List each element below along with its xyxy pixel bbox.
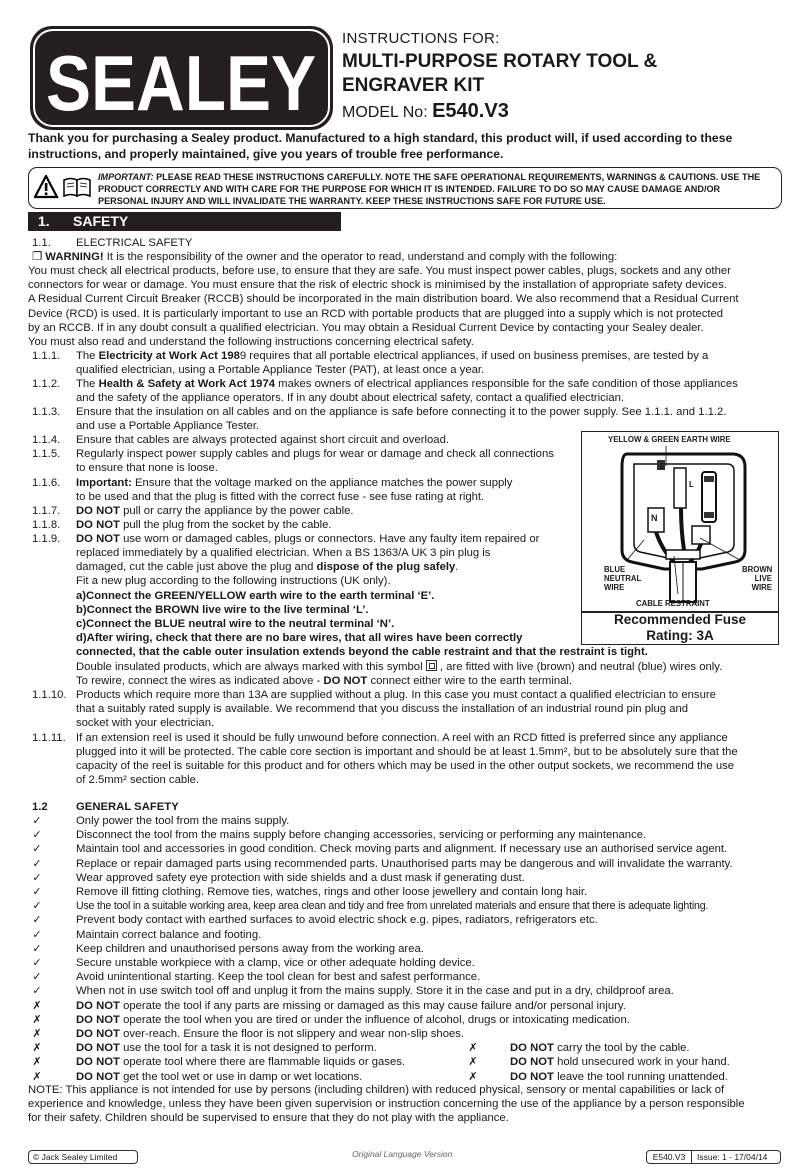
item-continuation: Fit a new plug according to the following instructions (UK only).: [76, 575, 391, 587]
label-line: WIRE: [751, 583, 772, 592]
thanks-line: Thank you for purchasing a Sealey product. Manufactured to a high standard, this product will, if used according to these: [28, 131, 733, 145]
tick-icon: ✓: [32, 914, 42, 927]
safety-tick-item: Prevent body contact with earthed surfaces to avoid electric shock e.g. pipes, radiators, refrigerators etc.: [76, 914, 598, 927]
item-continuation: capacity of the reel is suitable for this product and for others which may be used in the other output sockets, we recommend the use: [76, 760, 735, 772]
paragraph-line: Device (RCD) is used. It is particularly important to use an RCD with portable products that are plugged into a supply which is not protected: [28, 307, 724, 320]
cross-icon: ✗: [32, 1013, 42, 1026]
safety-cross-item: [510, 1055, 730, 1069]
do-not-label: DO NOT: [76, 1070, 120, 1083]
note-line: NOTE: This appliance is not intended for use by persons (including children) with reduced physical, sensory or mental capabilities or lack of: [28, 1084, 725, 1096]
bold-text: Health & Safety at Work Act 1974: [98, 378, 276, 390]
product-title: [342, 50, 657, 98]
bold-text: c): [76, 618, 87, 630]
cross-icon: ✗: [32, 999, 42, 1012]
paragraph-line: You must check all electrical products, before use, to ensure that they are safe. You must inspect power cables, plugs, sockets and any other: [28, 265, 731, 277]
text: carry the tool by the cable.: [553, 1042, 690, 1055]
safety-tick-item: Wear approved safety eye protection with side shields and a dust mask if generating dust.: [76, 871, 525, 884]
manual-book-icon: [64, 179, 90, 197]
cross-icon: ✗: [32, 1070, 42, 1083]
bold-text: DO NOT: [76, 533, 120, 545]
note-line: for their safety. Children should be supervised to ensure that they do not play with the appliance.: [28, 1112, 509, 1125]
text: use the tool for a task it is not designed to perform.: [119, 1042, 377, 1055]
text: leave the tool running unattended.: [553, 1070, 728, 1083]
item-1-1-1: [76, 349, 708, 363]
item-1-1-11: If an extension reel is used it should be fully unwound before connection. A reel with an RCD fitted is preferred since any appliance: [76, 732, 728, 744]
subsection-title: GENERAL SAFETY: [76, 801, 179, 813]
label-line: BROWN: [742, 565, 773, 574]
safety-cross-item: [510, 1070, 728, 1084]
plug-wiring-diagram: [581, 431, 779, 613]
safety-tick-item: Only power the tool from the mains supply.: [76, 815, 290, 827]
item-number: 1.1.4.: [32, 434, 61, 446]
safety-cross-item: [76, 999, 626, 1013]
do-not-label: DO NOT: [76, 1028, 120, 1040]
warning-triangle-icon: [35, 176, 57, 197]
plug-step-d-continuation: connected, that the cable outer insulation extends beyond the cable restraint and that the restraint is tight.: [76, 646, 648, 658]
safety-tick-item: Keep children and unauthorised persons away from the working area.: [76, 942, 424, 955]
item-1-1-10: Products which require more than 13A are supplied without a plug. In this case you must contact a qualified electrician to ensure: [76, 689, 716, 701]
safety-tick-item: Maintain correct balance and footing.: [76, 928, 262, 941]
blue-neutral-wire-label: [604, 565, 641, 592]
footer-issue: Issue: 1 - 17/04/14: [697, 1152, 768, 1162]
text: Double insulated products, which are always marked with this symbol: [76, 661, 426, 673]
item-1-1-4: Ensure that cables are always protected against short circuit and overload.: [76, 434, 450, 446]
item-number: 1.1.8.: [32, 519, 61, 531]
item-1-1-3: Ensure that the insulation on all cables and on the appliance is safe before connecting it to the power supply. See 1.1.1. and 1.1.2.: [76, 406, 727, 418]
safety-cross-item: [76, 1070, 362, 1084]
cross-icon: ✗: [32, 1042, 42, 1055]
text: .: [455, 561, 459, 573]
text: damaged, cut the cable just above the plug and: [76, 561, 317, 573]
warning-text: It is the responsibility of the owner and the operator to read, understand and comply with the following:: [103, 251, 618, 263]
instructions-for-label: INSTRUCTIONS FOR:: [342, 30, 500, 47]
do-not-label: DO NOT: [510, 1056, 554, 1069]
label-line: BLUE: [604, 565, 626, 574]
terminal-l-label: L: [689, 480, 694, 489]
label-line: WIRE: [604, 583, 625, 592]
item-continuation: and the safety of the appliance operators. If in any doubt about electrical safety, contact a qualified electrician.: [76, 392, 625, 404]
safety-tick-item: Secure unstable workpiece with a clamp, vice or other adequate holding device.: [76, 957, 475, 969]
safety-tick-item: Replace or repair damaged parts using recommended parts. Unauthorised parts may be dangerous and will invalidate the warranty.: [76, 857, 733, 870]
terminal-e-label: E: [660, 462, 666, 471]
text: 9 requires that all portable electrical appliances, if used on business premises, are tested by a: [239, 350, 709, 362]
text: get the tool wet or use in damp or wet locations.: [119, 1070, 363, 1083]
recommended-fuse-box: [581, 611, 779, 645]
bold-text: DO NOT: [76, 519, 120, 531]
footer-model-code: E540.V3: [647, 1151, 692, 1163]
note-paragraph: [28, 1083, 784, 1126]
brown-live-wire-label: [742, 565, 772, 592]
text: hold unsecured work in your hand.: [553, 1056, 730, 1069]
item-number: 1.1.10.: [32, 689, 67, 701]
important-line: PRODUCT CORRECTLY AND WITH CARE FOR THE PURPOSE FOR WHICH IT IS INTENDED. FAILURE TO DO SO MAY CAUSE DAMAGE AND/OR: [98, 184, 721, 194]
model-label: MODEL No:: [342, 104, 433, 121]
warning-line: [32, 250, 617, 264]
paragraph-line: connectors for wear or damage. You must ensure that the risk of electric shock is minimised by the installation of appropriate safety devices.: [28, 279, 727, 292]
item-continuation: to ensure that none is loose.: [76, 462, 218, 474]
model-value: E540.V3: [432, 100, 509, 122]
do-not-label: DO NOT: [76, 999, 120, 1012]
double-insulated-symbol-icon: [426, 660, 437, 671]
item-continuation: and use a Portable Appliance Tester.: [76, 420, 260, 432]
item-number: 1.1.11.: [32, 732, 66, 744]
sealey-logo: [30, 26, 333, 130]
item-continuation: that a suitably rated supply is available. We recommend that you discuss the installation of an industrial round pin plug and: [76, 703, 689, 715]
cable-restraint-label: CABLE RESTRAINT: [636, 599, 710, 608]
text: operate the tool if any parts are missing or damaged as this may cause failure and/or personal injury.: [119, 999, 626, 1012]
item-1-1-5: Regularly inspect power supply cables and plugs for wear or damage and check all connections: [76, 448, 554, 460]
bold-text: DO NOT: [76, 505, 120, 517]
bold-text: Connect the BLUE neutral wire to the neutral terminal ‘N’.: [86, 618, 395, 630]
model-number: [342, 100, 509, 123]
safety-cross-item: [76, 1027, 464, 1041]
item-1-1-2: [76, 377, 738, 391]
safety-tick-item: Use the tool in a suitable working area, keep area clean and tidy and free from unrelated materials and ensure that there is adequate lighting.: [76, 900, 709, 913]
item-continuation: [76, 560, 458, 574]
text: operate the tool when you are tired or under the influence of alcohol, drugs or intoxicating medication.: [119, 1013, 630, 1026]
text: , are fitted with live (brown) and neutral (blue) wires only.: [436, 661, 723, 673]
note-line: experience and knowledge, unless they have been given supervision or instruction concerning the use of the appliance by a person responsible: [28, 1098, 745, 1111]
cross-icon: ✗: [468, 1070, 478, 1083]
item-1-1-7: [76, 504, 354, 518]
tick-icon: ✓: [32, 871, 42, 884]
subsection-number: 1.1.: [32, 237, 51, 249]
subsection-title: ELECTRICAL SAFETY: [76, 237, 193, 249]
rewire-note: [76, 674, 572, 688]
safety-cross-item: [76, 1041, 377, 1055]
tick-icon: ✓: [32, 971, 42, 984]
safety-cross-item: [76, 1055, 405, 1069]
safety-tick-item: Disconnect the tool from the mains supply before changing accessories, servicing or performing any maintenance.: [76, 829, 647, 842]
item-number: 1.1.2.: [32, 378, 61, 390]
important-notice-box: [28, 167, 782, 209]
paragraph-line: by an RCCB. If in any doubt consult a qualified electrician. You may obtain a Residual Current Device by contacting your Sealey dealer.: [28, 321, 704, 334]
footer-original-language: Original Language Version: [352, 1149, 453, 1159]
item-continuation: of 2.5mm² section cable.: [76, 774, 200, 786]
subsection-number: 1.2: [32, 801, 48, 813]
item-1-1-6: [76, 476, 512, 490]
bold-text: Electricity at Work Act 198: [98, 350, 240, 362]
paragraph-line: A Residual Current Circuit Breaker (RCCB) should be incorporated in the main distribution board. We also recommend that a Residual Current: [28, 293, 739, 306]
footer-issue-box: [646, 1150, 781, 1164]
item-number: 1.1.6.: [32, 477, 61, 489]
cross-icon: ✗: [32, 1028, 42, 1040]
item-number: 1.1.5.: [32, 448, 61, 460]
tick-icon: ✓: [32, 957, 42, 969]
text: pull the plug from the socket by the cable.: [119, 519, 332, 531]
tick-icon: ✓: [32, 857, 42, 870]
safety-tick-item: Avoid unintentional starting. Keep the tool clean for best and safest performance.: [76, 971, 481, 984]
cross-icon: ✗: [468, 1056, 478, 1069]
safety-cross-item: [76, 1013, 630, 1027]
item-continuation: to be used and that the plug is fitted with the correct fuse - see fuse rating at right.: [76, 491, 485, 503]
fuse-line: Recommended Fuse: [613, 612, 747, 627]
text: pull or carry the appliance by the power cable.: [119, 505, 354, 517]
section-title: SAFETY: [73, 213, 129, 229]
checkbox-icon: ❐: [32, 251, 43, 263]
double-insulated-note: [76, 660, 722, 674]
earth-wire-label: YELLOW & GREEN EARTH WIRE: [608, 435, 731, 444]
item-number: 1.1.7.: [32, 505, 61, 517]
text: use worn or damaged cables, plugs or connectors. Have any faulty item repaired or: [119, 533, 540, 545]
safety-tick-item: Maintain tool and accessories in good condition. Check moving parts and alignment. If necessary use an authorised service agent.: [76, 843, 728, 856]
item-number: 1.1.9.: [32, 533, 61, 545]
text: makes owners of electrical appliances responsible for the safe condition of those appliances: [275, 378, 738, 390]
thanks-paragraph: [28, 130, 783, 162]
footer-copyright: © Jack Sealey Limited: [28, 1150, 138, 1164]
item-1-1-9: [76, 532, 539, 546]
do-not-label: DO NOT: [76, 1013, 120, 1026]
tick-icon: ✓: [32, 942, 42, 955]
do-not-label: DO NOT: [76, 1042, 120, 1055]
cross-icon: ✗: [32, 1056, 42, 1069]
do-not-label: DO NOT: [510, 1070, 554, 1083]
safety-tick-item: Remove ill fitting clothing. Remove ties, watches, rings and other loose jewellery and contain long hair.: [76, 886, 588, 898]
text: Ensure that the voltage marked on the appliance matches the power supply: [131, 477, 513, 489]
thanks-line: instructions, and properly maintained, give you years of trouble free performance.: [28, 147, 504, 161]
tick-icon: ✓: [32, 886, 42, 898]
section-number: 1.: [38, 213, 50, 229]
text: operate tool where there are flammable liquids or gases.: [119, 1056, 406, 1069]
text: connect either wire to the earth terminal.: [367, 675, 573, 687]
safety-cross-item: [510, 1041, 690, 1055]
tick-icon: ✓: [32, 815, 42, 827]
tick-icon: ✓: [32, 985, 42, 998]
label-line: LIVE: [754, 574, 772, 583]
warning-label: WARNING!: [45, 251, 104, 263]
item-number: 1.1.1.: [32, 350, 61, 362]
plug-step-b: b)Connect the BROWN live wire to the live terminal ‘L’.: [76, 604, 369, 616]
paragraph-line: You must also read and understand the following instructions concerning electrical safety.: [28, 336, 474, 349]
logo-text: SEALEY: [46, 39, 316, 127]
important-line: PLEASE READ THESE INSTRUCTIONS CAREFULLY. NOTE THE SAFE OPERATIONAL REQUIREMENTS, WARNINGS & CAUTIONS. USE THE: [153, 172, 761, 182]
tick-icon: ✓: [32, 900, 42, 913]
bold-text: dispose of the plug safely: [316, 561, 456, 573]
cross-icon: ✗: [468, 1042, 478, 1055]
plug-step-a: a)Connect the GREEN/YELLOW earth wire to the earth terminal ‘E’.: [76, 590, 435, 602]
title-line-1: MULTI-PURPOSE ROTARY TOOL &: [342, 51, 658, 72]
plug-step-d: d)After wiring, check that there are no bare wires, that all wires have been correctly: [76, 632, 523, 644]
item-number: 1.1.3.: [32, 406, 61, 418]
tick-icon: ✓: [32, 829, 42, 842]
item-continuation: socket with your electrician.: [76, 717, 215, 729]
label-line: NEUTRAL: [604, 574, 642, 583]
item-continuation: replaced immediately by a qualified electrician. When a BS 1363/A UK 3 pin plug is: [76, 547, 491, 559]
bold-text: Important:: [76, 477, 132, 489]
text: over-reach. Ensure the floor is not slippery and wear non-slip shoes.: [119, 1028, 465, 1040]
text: The: [76, 378, 99, 390]
notice-icons: [34, 175, 92, 204]
item-continuation: plugged into it will be protected. The cable core section is important and should be at least 1.5mm², but to be absolutely sure that the: [76, 746, 738, 758]
text: The: [76, 350, 99, 362]
terminal-n-label: N: [651, 513, 658, 523]
plug-step-c: [76, 617, 394, 631]
safety-tick-item: When not in use switch tool off and unplug it from the mains supply. Store it in the case and put in a dry, childproof area.: [76, 985, 674, 998]
important-line: PERSONAL INJURY AND WILL INVALIDATE THE WARRANTY. KEEP THESE INSTRUCTIONS SAFE FOR FUTURE USE.: [98, 196, 606, 206]
title-line-2: ENGRAVER KIT: [342, 75, 485, 96]
section-heading-safety: [28, 212, 341, 231]
fuse-rating: Rating: 3A: [646, 628, 714, 643]
item-1-1-8: [76, 518, 332, 532]
bold-text: DO NOT: [323, 675, 368, 687]
do-not-label: DO NOT: [76, 1056, 120, 1069]
tick-icon: ✓: [32, 928, 42, 941]
do-not-label: DO NOT: [510, 1042, 554, 1055]
text: To rewire, connect the wires as indicated above -: [76, 675, 324, 687]
important-notice-text: [98, 171, 776, 207]
tick-icon: ✓: [32, 843, 42, 856]
item-continuation: qualified electrician, using a Portable Appliance Tester (PAT), at least once a year.: [76, 364, 485, 376]
important-label: IMPORTANT:: [98, 172, 154, 182]
electrical-intro-paragraph: [28, 264, 784, 349]
